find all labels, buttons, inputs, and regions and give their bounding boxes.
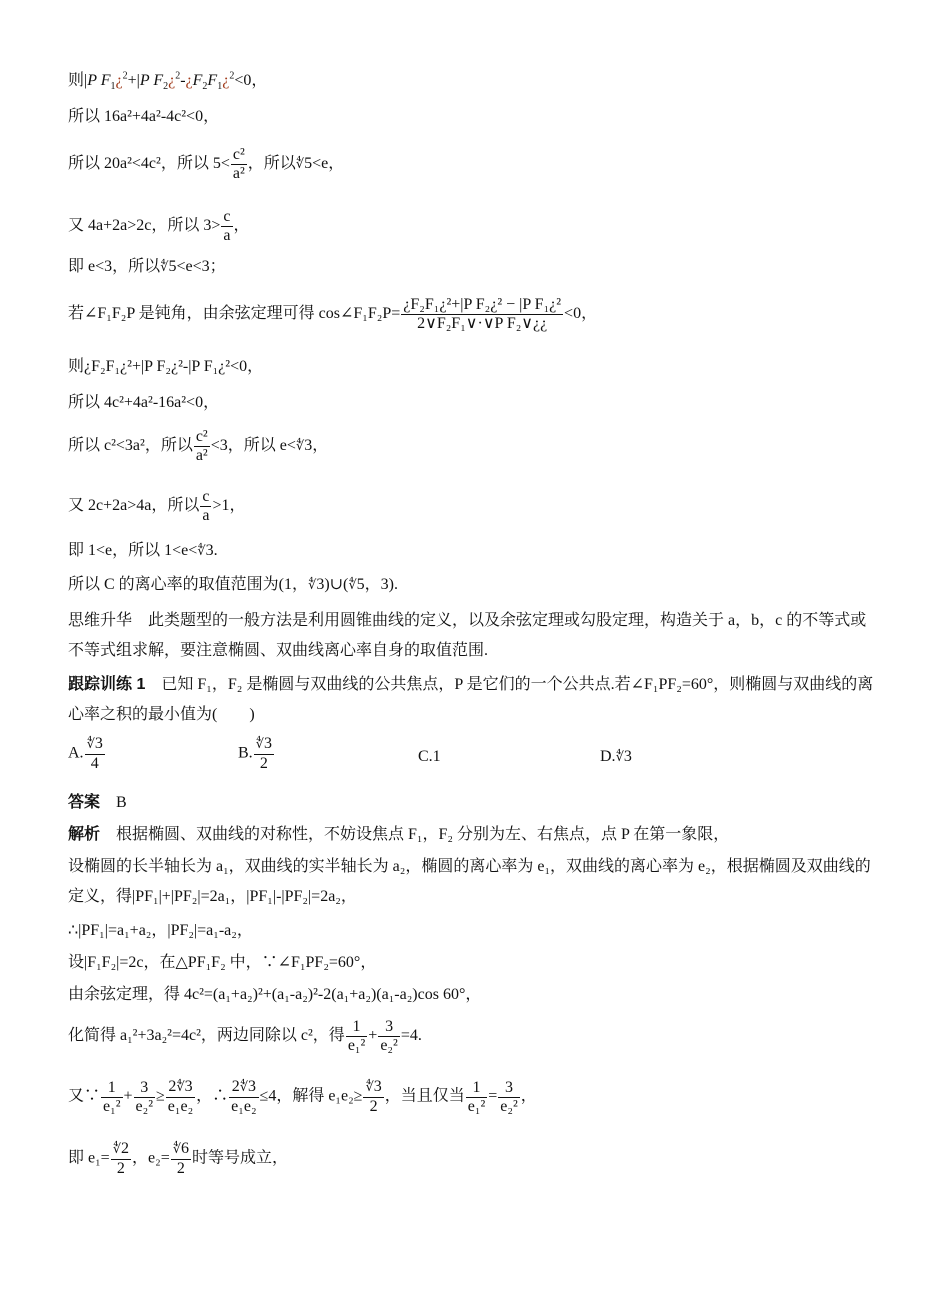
line-14-exercise: 跟踪训练 1 已知 F₁，F₂ 是椭圆与双曲线的公共焦点，P 是它们的一个公共点.若∠F₁PF₂=60°，则椭圆与双曲线的离心率之积的最小值为( ) [68, 676, 874, 723]
option-b: B. $\frac{∜3}{2}$ [238, 735, 272, 772]
answer-value: B [116, 794, 127, 811]
solution-line-7: 又∵ $\frac{1}{\text{e₁²}}$ + $\frac{3}{\text{e₂²}}$ ≥ $\frac{2∜3}{\text{e₁e₂}}$ ，∴ $\frac{2∜3}{\text{e₁e₂}}$ ≤4，解得 e₁e₂≥ $\frac{∜3}{2}$ ，当且仅当 $\frac{1}{\text{e₁²}}$ = $\frac{3}{\text{e₂²}}$ ， [68, 1078, 537, 1115]
line-3: 所以 20a²<4c²，所以 5< $\frac{\text{c²}}{\text{a²}}$ ，所以∜5<e， [68, 146, 345, 182]
answer-label: 答案 [68, 794, 101, 811]
line-12: 所以 C 的离心率的取值范围为(1，∜3)∪(∜5，3). [68, 576, 399, 593]
solution-line-4: 设|F₁F₂|=2c，在△PF₁F₂ 中，∵∠F₁PF₂=60°， [68, 954, 377, 971]
exercise-label: 跟踪训练 1 [68, 676, 146, 693]
solution-line-1: 解析 根据椭圆、双曲线的对称性，不妨设焦点 F₁，F₂ 分别为左、右焦点，点 P 在第一象限， [68, 826, 730, 843]
solution-line-2: 设椭圆的长半轴长为 a₁，双曲线的实半轴长为 a₂，椭圆的离心率为 e₁，双曲线的离心率为 e₂，根据椭圆及双曲线的定义，得|PF₁|+|PF₂|=2a₁，|PF₁|-|PF₂|=2a₂， [68, 858, 871, 905]
option-a: A. $\frac{∜3}{4}$ [68, 735, 103, 772]
solution-line-6: 化简得 a₁²+3a₂²=4c²，两边同除以 c²，得 $\frac{1}{\text{e₁²}}$ + $\frac{3}{\text{e₂²}}$ =4. [68, 1018, 422, 1054]
solution-line-8: 即 e₁= $\frac{∜2}{2}$ ，e₂= $\frac{∜6}{2}$ 时等号成立， [68, 1140, 289, 1177]
solution-line-5: 由余弦定理，得 4c²=(a₁+a₂)²+(a₁-a₂)²-2(a₁+a₂)(a₁-a₂)cos 60°， [68, 986, 482, 1003]
line-4: 又 4a+2a>2c，所以 3> $\frac{c}{a}$ ， [68, 208, 250, 244]
answer-line [68, 792, 127, 814]
solution-line-3: ∴|PF₁|=a₁+a₂，|PF₂|=a₁-a₂， [68, 922, 253, 939]
line-8: 所以 4c²+4a²-16a²<0， [68, 394, 220, 411]
line-11: 即 1<e，所以 1<e<∜3. [68, 542, 218, 559]
line-13-summary: 思维升华 此类题型的一般方法是利用圆锥曲线的定义，以及余弦定理或勾股定理，构造关于 a，b，c 的不等式或不等式组求解，要注意椭圆、双曲线离心率自身的取值范围. [68, 612, 867, 659]
line-5: 即 e<3，所以∜5<e<3； [68, 258, 226, 275]
line-6: 若∠F₁F₂P 是钝角，由余弦定理可得 cos∠F₁F₂P= $\frac{\text{¿F₂F₁¿²+|P F₂¿² − |P F₁¿²}}{\text{2∨F₂F₁∨·∨P F₂∨¿¿}}$ <0， [68, 296, 598, 332]
line-10: 又 2c+2a>4a，所以 $\frac{c}{a}$ >1， [68, 488, 246, 524]
option-c: C.1 [418, 748, 441, 765]
line-9: 所以 c²<3a²，所以 $\frac{\text{c²}}{\text{a²}}$ <3，所以 e<∜3， [68, 428, 329, 464]
line-2: 所以 16a²+4a²-4c²<0， [68, 108, 220, 125]
line-7: 则¿F₂F₁¿²+|P F₂¿²-|P F₁¿²<0， [68, 358, 264, 375]
option-d: D.∜3 [600, 748, 632, 765]
solution-label: 解析 [68, 826, 101, 843]
line-1: 则|P $F_1¿^2+|P$ $F_2¿^2-¿F_2F_1¿^2<0$， [68, 70, 268, 93]
